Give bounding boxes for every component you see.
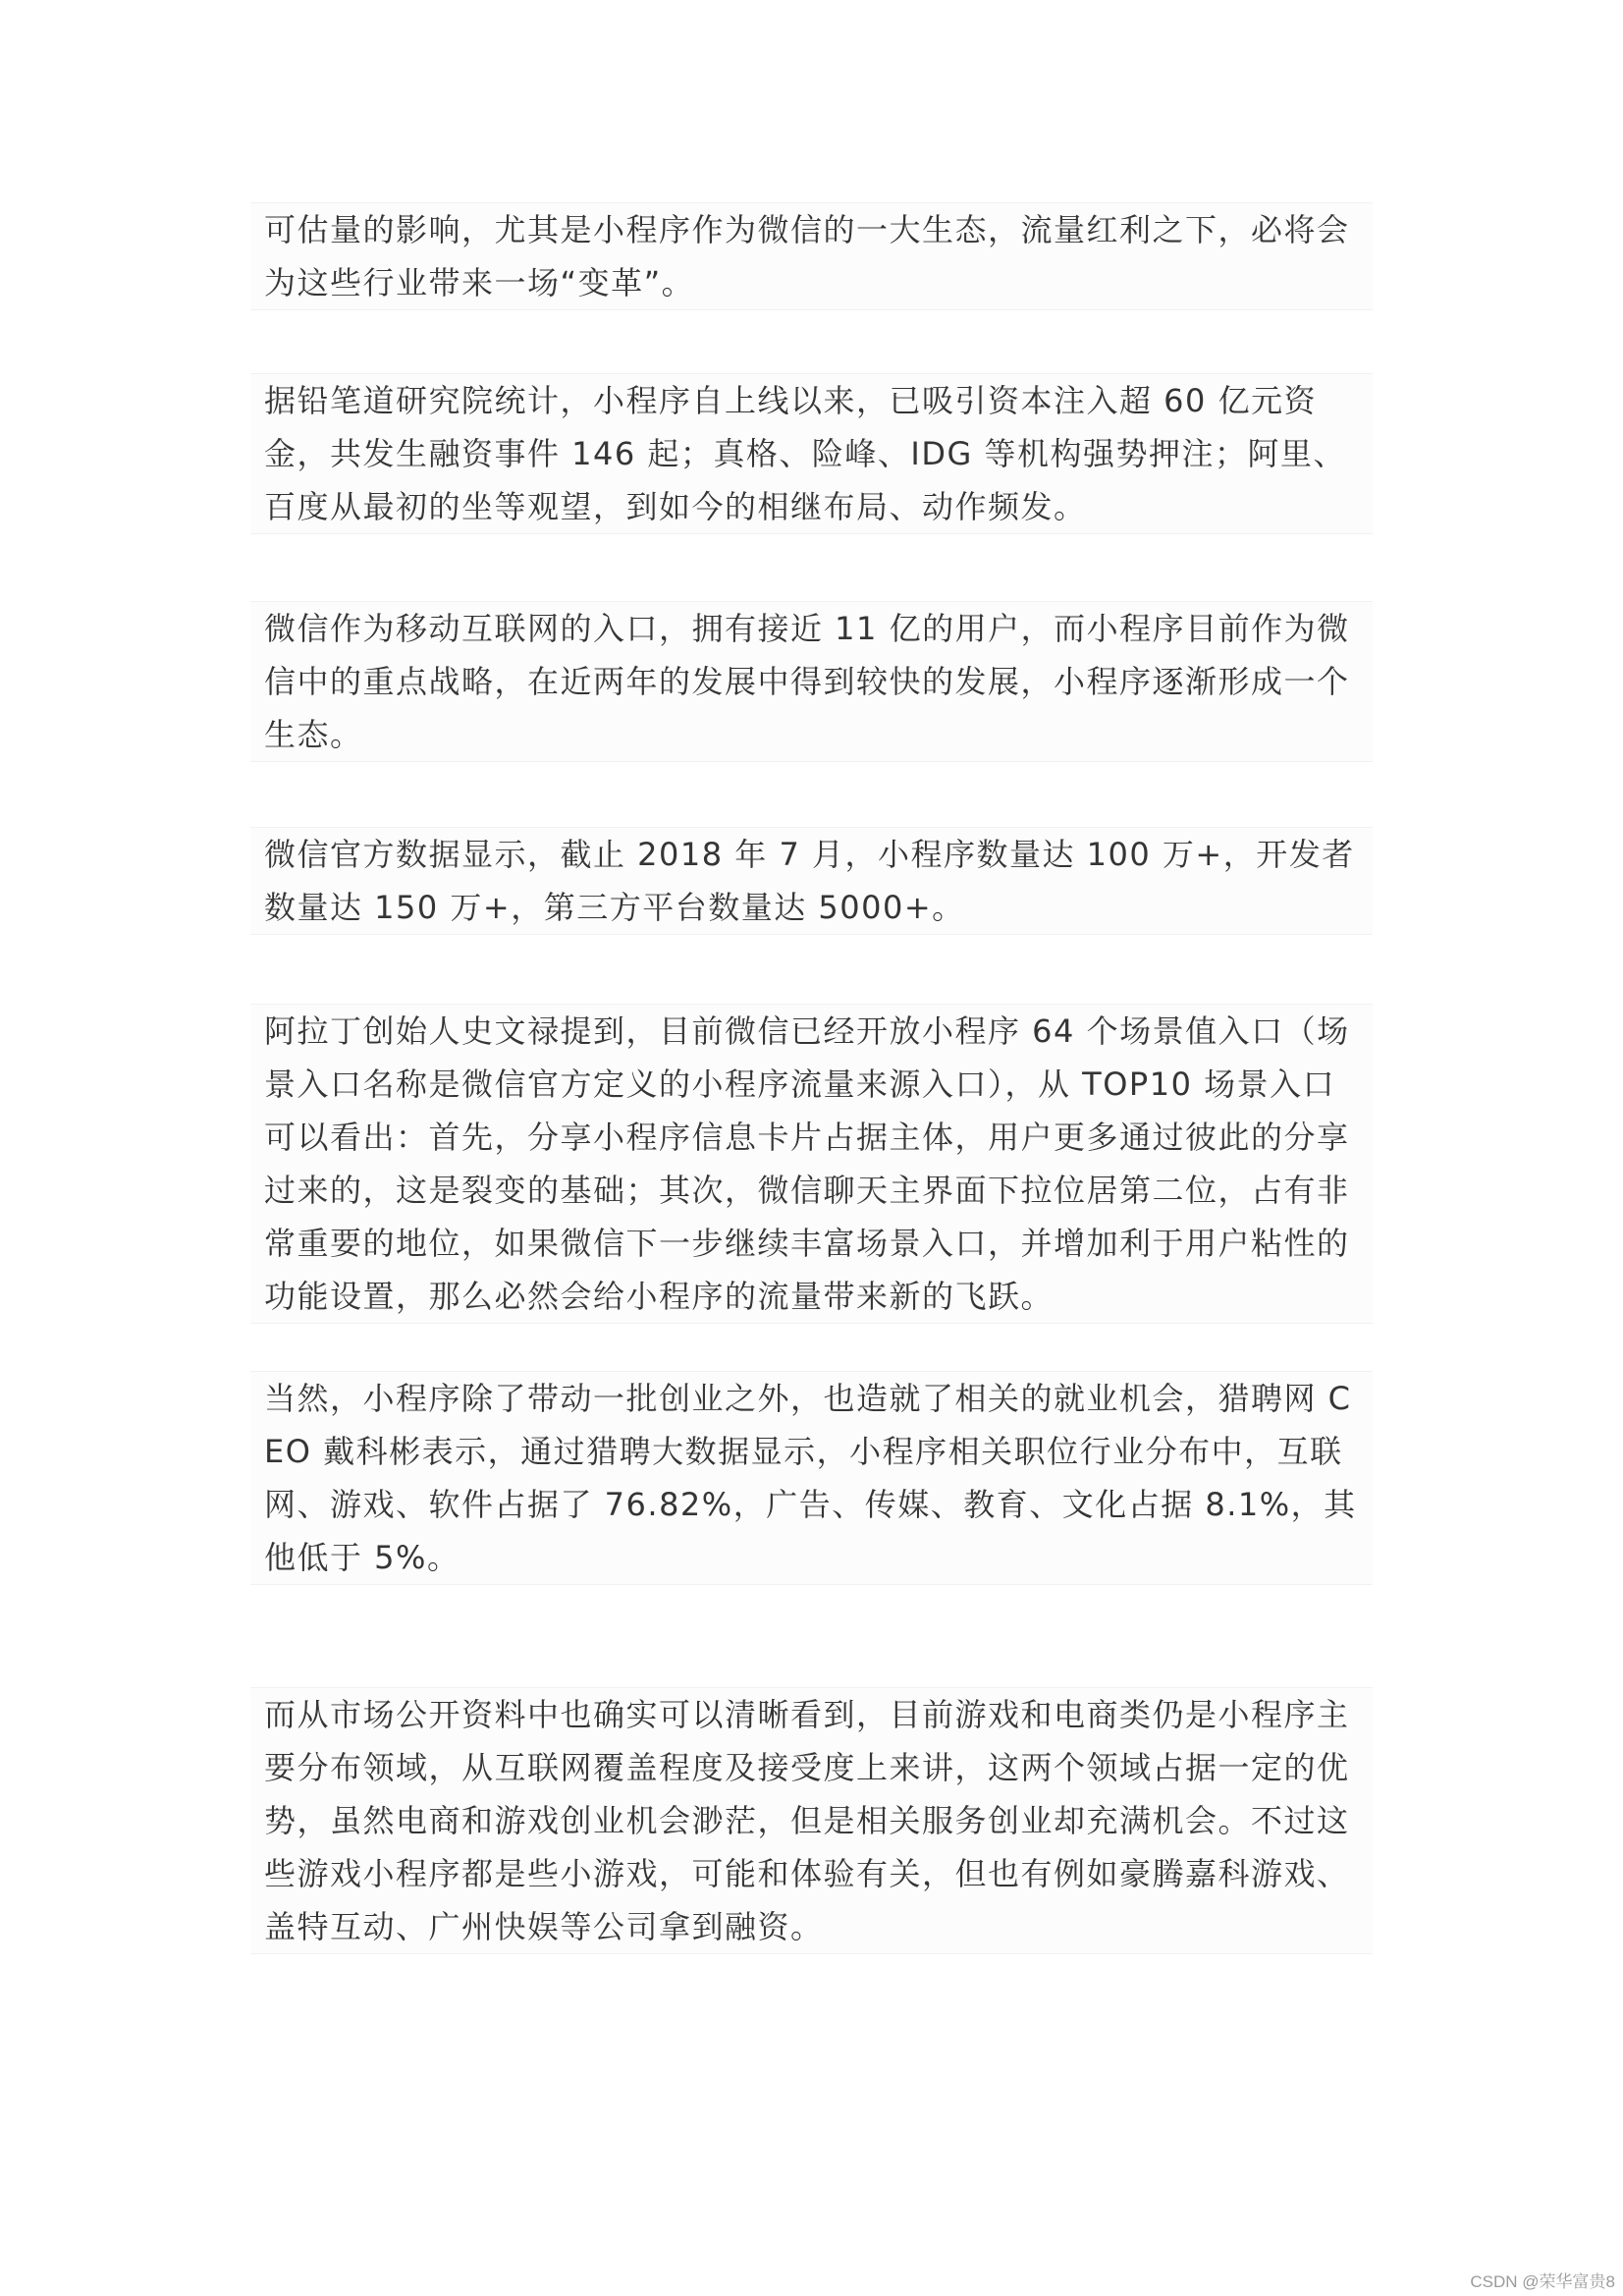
paragraph-block-1: [250, 202, 1373, 310]
paragraph-block-5: [250, 1004, 1373, 1324]
paragraph-text: 微信作为移动互联网的入口，拥有接近 11 亿的用户，而小程序目前作为微信中的重点战略，在近两年的发展中得到较快的发展，小程序逐渐形成一个生态。: [264, 610, 1350, 753]
paragraph-text: 据铅笔道研究院统计，小程序自上线以来，已吸引资本注入超 60 亿元资金，共发生融资事件 146 起；真格、险峰、IDG 等机构强势押注；阿里、百度从最初的坐等观望，到如今的相继布局、动作频发。: [264, 382, 1346, 525]
paragraph-text: 阿拉丁创始人史文禄提到，目前微信已经开放小程序 64 个场景值入口（场景入口名称是微信官方定义的小程序流量来源入口），从 TOP10 场景入口可以看出：首先，分享小程序信息卡片占据主体，用户更多通过彼此的分享过来的，这是裂变的基础；其次，微信聊天主界面下拉位居第二位，占有非常重要的地位，如果微信下一步继续丰富场景入口，并增加利于用户粘性的功能设置，那么必然会给小程序的流量带来新的飞跃。: [264, 1012, 1350, 1315]
paragraph-text: 微信官方数据显示，截止 2018 年 7 月，小程序数量达 100 万+，开发者数量达 150 万+，第三方平台数量达 5000+。: [264, 836, 1355, 926]
paragraph-block-3: [250, 601, 1373, 762]
csdn-watermark: CSDN @荣华富贵8: [1470, 2272, 1615, 2291]
paragraph-block-7: [250, 1687, 1373, 1954]
paragraph-block-6: [250, 1371, 1373, 1585]
paragraph-text: 可估量的影响，尤其是小程序作为微信的一大生态，流量红利之下，必将会为这些行业带来一场“变革”。: [264, 211, 1350, 301]
paragraph-text: 当然，小程序除了带动一批创业之外，也造就了相关的就业机会，猎聘网 CEO 戴科彬表示，通过猎聘大数据显示，小程序相关职位行业分布中，互联网、游戏、软件占据了 76.82%，广告、传媒、教育、文化占据 8.1%，其他低于 5%。: [264, 1380, 1357, 1576]
paragraph-text: 而从市场公开资料中也确实可以清晰看到，目前游戏和电商类仍是小程序主要分布领域，从互联网覆盖程度及接受度上来讲，这两个领域占据一定的优势，虽然电商和游戏创业机会渺茫，但是相关服务创业却充满机会。不过这些游戏小程序都是些小游戏，可能和体验有关，但也有例如豪腾嘉科游戏、盖特互动、广州快娱等公司拿到融资。: [264, 1696, 1350, 1945]
paragraph-block-4: [250, 827, 1373, 935]
paragraph-block-2: [250, 373, 1373, 534]
